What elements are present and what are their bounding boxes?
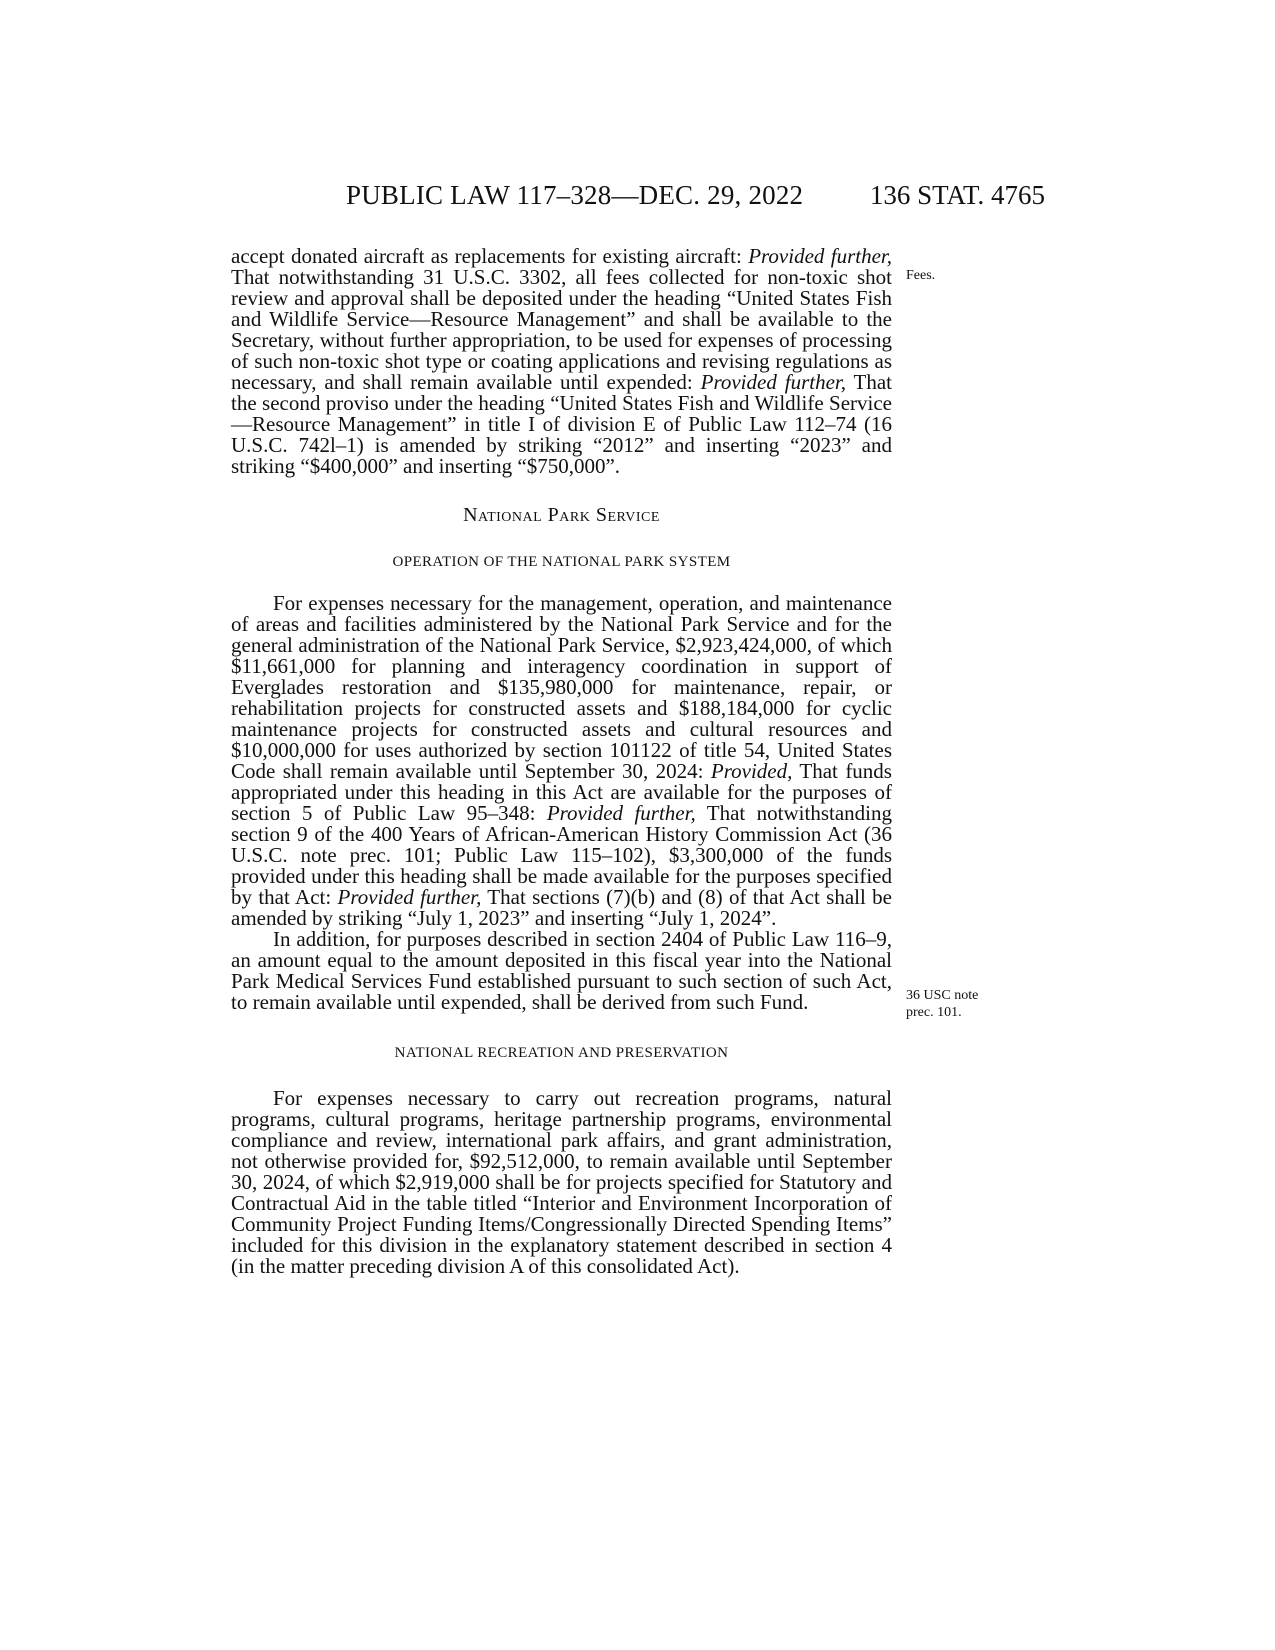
text-run: For expenses necessary for the management, operation, and maintenance of areas and facilities administered by the National Park Service and for the general administration of the National Park Service, $2,923,424,000, of which $11,661,000 for planning and interagency coordination in support of Everglades restoration and $135,980,000 for maintenance, repair, or rehabilitation projects for constructed assets and $188,184,000 for cyclic maintenance projects for constructed assets and cultural resources and $10,000,000 for uses authorized by section 101122 of title 54, United States Code shall remain available until September 30, 2024: — [231, 591, 892, 783]
running-head — [0, 180, 1275, 220]
margin-note-fees: Fees. — [906, 268, 936, 283]
margin-note-usc-line2: prec. 101. — [906, 1005, 962, 1020]
text-run: That notwithstanding 31 U.S.C. 3302, all fees collected for non-toxic shot review and approval shall be deposited under the heading “United States Fish and Wildlife Service—Resource Management” and shall be available to the Secretary, without further appropriation, to be used for expenses of processing of such non-toxic shot type or coating applications and revising regulations as necessary, and shall remain available until expended: — [231, 265, 892, 394]
text-run: That sections (7)(b) and (8) of that Act shall be amended by striking “July 1, 2023” and inserting “July 1, 2024”. — [231, 885, 892, 930]
proviso-italic: Provided further, — [337, 885, 482, 909]
paragraph-operation — [231, 593, 892, 929]
account-heading-recreation: NATIONAL RECREATION AND PRESERVATION — [394, 1045, 729, 1061]
paragraph-medical-fund: In addition, for purposes described in section 2404 of Public Law 116–9, an amount equal to the amount deposited in this fiscal year into the National Park Medical Services Fund established pursuant to such section of such Act, to remain available until expended, shall be derived from such Fund. — [231, 927, 892, 1014]
text-run: That notwithstanding section 9 of the 400 Years of African-American History Commission Act (36 U.S.C. note prec. 101; Public Law 115–102), $3,300,000 of the funds provided under this heading shall be made available for the purposes specified by that Act: — [231, 801, 892, 909]
running-head-title: PUBLIC LAW 117–328—DEC. 29, 2022 — [346, 180, 804, 210]
agency-heading: National Park Service — [463, 504, 660, 526]
text-run: That the second proviso under the heading “United States Fish and Wildlife Service—Resource Management” in title I of division E of Public Law 112–74 (16 U.S.C. 742l–1) is amended by striking “2012” and inserting “2023” and striking “$400,000” and inserting “$750,000”. — [231, 370, 892, 478]
page-number: 136 STAT. 4765 — [869, 180, 1045, 210]
account-heading-operation: OPERATION OF THE NATIONAL PARK SYSTEM — [392, 554, 731, 570]
proviso-italic: Provided further, — [546, 801, 696, 825]
proviso-italic: Provided, — [710, 759, 793, 783]
text-run: accept donated aircraft as replacements for existing aircraft: — [231, 244, 749, 268]
proviso-italic: Provided further, — [700, 370, 846, 394]
margin-note-usc — [906, 987, 996, 1021]
paragraph-recreation: For expenses necessary to carry out recreation programs, natural programs, cultural programs, heritage partnership programs, environmental compliance and review, international park affairs, and grant administration, not otherwise provided for, $92,512,000, to remain available until September 30, 2024, of which $2,919,000 shall be for projects specified for Statutory and Contractual Aid in the table titled “Interior and Environment Incorporation of Community Project Funding Items/Congressionally Directed Spending Items” included for this division in the explanatory statement described in section 4 (in the matter preceding division A of this consolidated Act). — [231, 1086, 892, 1278]
paragraph-continuation — [231, 246, 892, 477]
margin-note-usc-line1: 36 USC note — [906, 988, 979, 1003]
text-run: That funds appropriated under this heading in this Act are available for the purposes of section 5 of Public Law 95–348: — [231, 759, 892, 825]
body-text — [231, 246, 892, 1277]
proviso-italic: Provided further, — [748, 244, 892, 268]
